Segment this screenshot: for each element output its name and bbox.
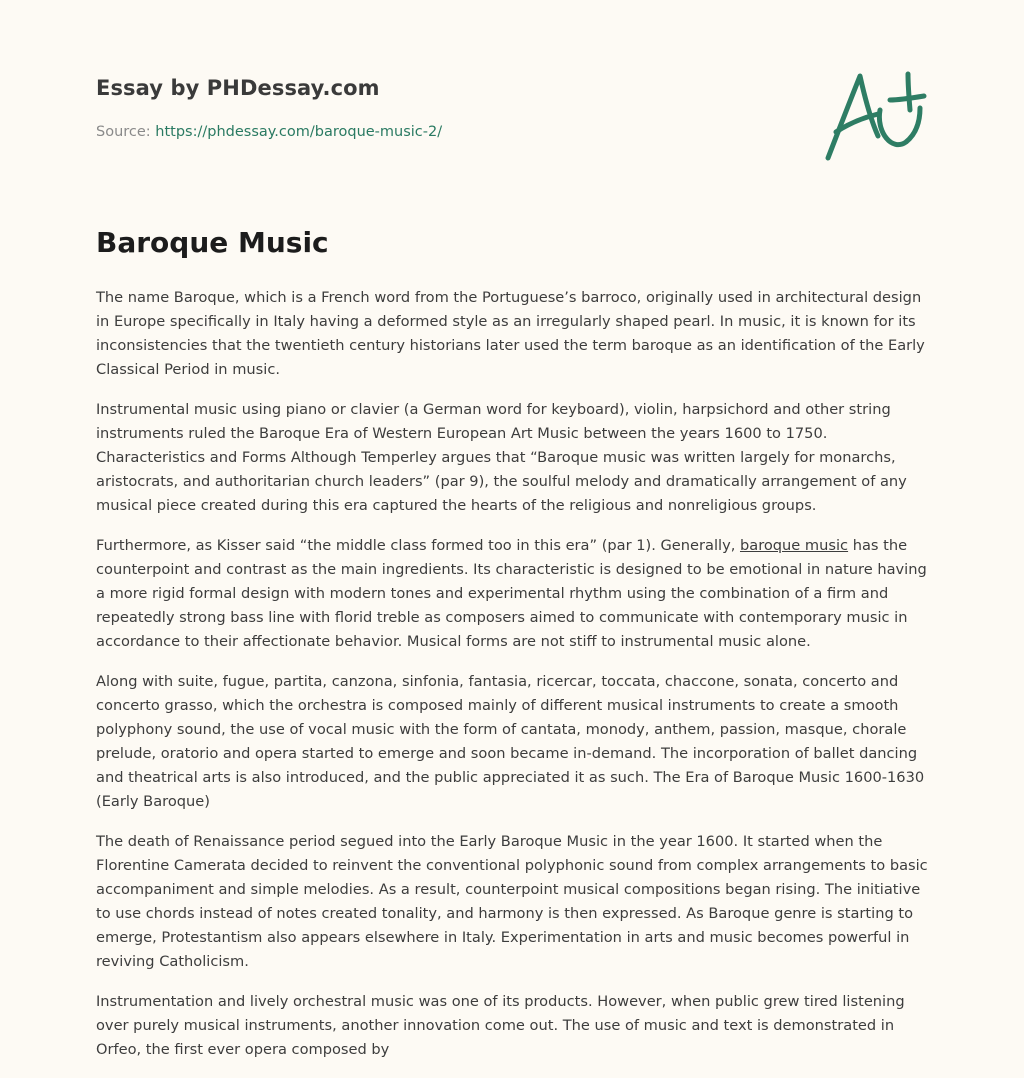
essay-body <box>96 286 938 1078</box>
paragraph-1: The name Baroque, which is a French word from the Portuguese’s barroco, originally used in architectural design in Europe specifically in Italy having a deformed style as an irregularly shaped pearl. In music, it is known for its inconsistencies that the twentieth century historians later used the term baroque as an identification of the Early Classical Period in music. <box>96 289 925 378</box>
paragraph-2: Instrumental music using piano or clavier (a German word for keyboard), violin, harpsichord and other string instruments ruled the Baroque Era of Western European Art Music between the years 1600 to 1750. Characteristics and Forms Although Temperley argues that “Baroque music was written largely for monarchs, aristocrats, and authoritarian church leaders” (par 9), the soulful melody and dramatically arrangement of any musical piece created during this era captured the hearts of the religious and nonreligious groups. <box>96 401 907 514</box>
essay-title: Baroque Music <box>96 226 329 259</box>
baroque-music-link[interactable]: baroque music <box>739 537 849 554</box>
paragraph-3-start: Furthermore, as Kisser said “the middle class formed too in this era” (par 1). Generally, <box>96 537 740 554</box>
brand-title: Essay by PHDessay.com <box>96 76 380 100</box>
paragraph-6: Instrumentation and lively orchestral music was one of its products. However, when public grew tired listening over purely musical instruments, another innovation come out. The use of music and text is demonstrated in Orfeo, the first ever opera composed by <box>96 993 905 1058</box>
source-label: Source: <box>96 124 151 140</box>
paragraph-5: The death of Renaissance period segued into the Early Baroque Music in the year 1600. It started when the Florentine Camerata decided to reinvent the conventional polyphonic sound from complex arrangements to basic accompaniment and simple melodies. As a result, counterpoint musical compositions began rising. The initiative to use chords instead of notes created tonality, and harmony is then expressed. As Baroque genre is starting to emerge, Protestantism also appears elsewhere in Italy. Experimentation in arts and music becomes powerful in reviving Catholicism. <box>96 833 928 970</box>
paragraph-3 <box>96 534 938 654</box>
source-link[interactable]: https://phdessay.com/baroque-music-2/ <box>155 124 443 140</box>
source-line <box>96 124 442 140</box>
paragraph-3-end: has the counterpoint and contrast as the main ingredients. Its characteristic is designed to be emotional in nature having a more rigid formal design with modern tones and experimental rhythm using the combination of a firm and repeatedly strong bass line with florid treble as composers aimed to communicate with contemporary music in accordance to their affectionate behavior. Musical forms are not stiff to instrumental music alone. <box>96 537 927 650</box>
paragraph-4: Along with suite, fugue, partita, canzona, sinfonia, fantasia, ricercar, toccata, chaccone, sonata, concerto and concerto grasso, which the orchestra is composed mainly of different musical instruments to create a smooth polyphony sound, the use of vocal music with the form of cantata, monody, anthem, passion, masque, chorale prelude, oratorio and opera started to emerge and soon became in-demand. The incorporation of ballet dancing and theatrical arts is also introduced, and the public appreciated it as such. The Era of Baroque Music 1600-1630 (Early Baroque) <box>96 673 925 810</box>
a-plus-logo-icon <box>822 66 928 166</box>
